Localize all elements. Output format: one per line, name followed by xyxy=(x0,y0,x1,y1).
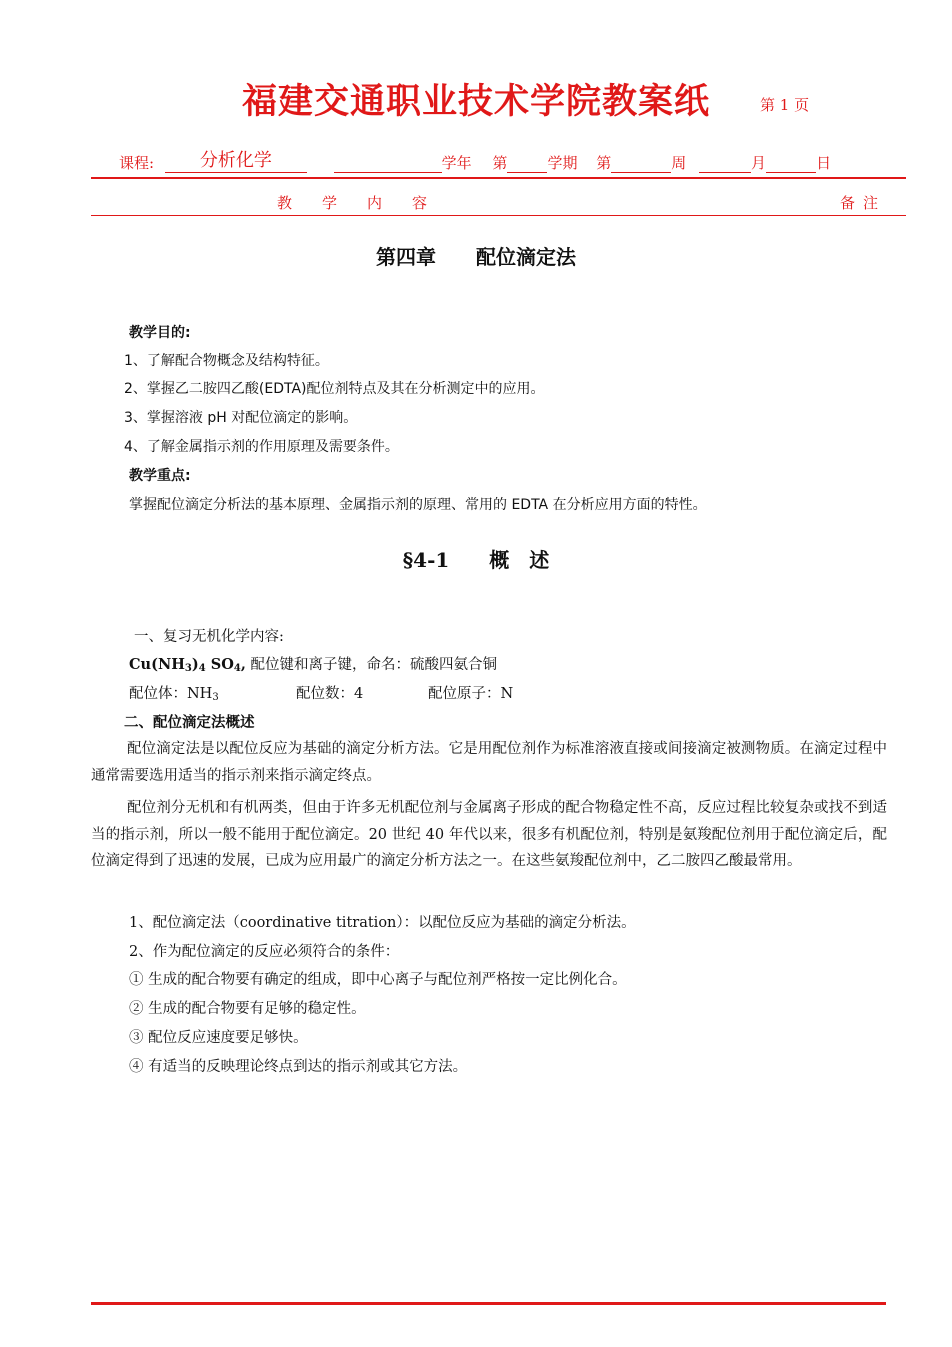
condition-item: ③ 配位反应速度要足够快。 xyxy=(129,1030,308,1046)
formula-subscript: 3 xyxy=(184,663,192,674)
formula-part: Cu(NH xyxy=(129,656,185,673)
chapter-title: 第四章 配位滴定法 xyxy=(376,245,576,269)
formula-description: 配位键和离子键，命名：硫酸四氨合铜 xyxy=(250,657,498,673)
overview-heading: 二、配位滴定法概述 xyxy=(124,715,255,731)
content-column-header: 教 学 内 容 xyxy=(277,194,428,212)
formula-subscript: 4 xyxy=(198,663,206,674)
ligand-label: 配位体：NH xyxy=(129,686,213,702)
day-field xyxy=(766,154,816,173)
condition-item: ② 生成的配合物要有足够的稳定性。 xyxy=(129,1001,366,1017)
page-header xyxy=(0,74,952,124)
formula-part: ) xyxy=(191,656,199,673)
term-prefix: 第 xyxy=(492,154,508,172)
course-field xyxy=(165,146,307,173)
term-label: 学期 xyxy=(547,154,578,172)
ligand-subscript: 3 xyxy=(212,692,219,703)
page-number: 第 1 页 xyxy=(760,96,810,114)
overview-paragraph-2: 配位剂分无机和有机两类，但由于许多无机配位剂与金属离子形成的配合物稳定性不高，反应过程比较复杂或找不到适当的指示剂，所以一般不能用于配位滴定。20 世纪 40 年代以来，很多有机配位剂，特别是氨羧配位剂用于配位滴定后，配位滴定得到了迅速的发展，已成为应用最广的滴定分析方法之一。在这些氨羧配位剂中，乙二胺四乙酸最常用。 xyxy=(91,800,887,869)
objective-item: 2、掌握乙二胺四乙酸(EDTA)配位剂特点及其在分析测定中的应用。 xyxy=(124,381,545,397)
condition-item: ① 生成的配合物要有确定的组成，即中心离子与配位剂严格按一定比例化合。 xyxy=(129,972,627,988)
week-field xyxy=(611,154,671,173)
definition-line: 1、配位滴定法（coordinative titration）：以配位反应为基础的滴定分析法。 xyxy=(129,915,636,931)
week-label: 周 xyxy=(671,154,687,172)
course-label: 课程: xyxy=(119,154,155,172)
formula-subscript: 4 xyxy=(233,663,241,674)
formula-part: SO xyxy=(205,656,234,673)
formula-part: , xyxy=(240,656,246,673)
day-label: 日 xyxy=(816,154,832,172)
document-title: 福建交通职业技术学院教案纸 xyxy=(241,81,710,122)
header-divider xyxy=(91,177,906,179)
objective-item: 4、了解金属指示剂的作用原理及需要条件。 xyxy=(124,439,399,455)
overview-paragraph-1: 配位滴定法是以配位反应为基础的滴定分析方法。它是用配位剂作为标准溶液直接或间接滴定被测物质。在滴定过程中通常需要选用适当的指示剂来指示滴定终点。 xyxy=(91,741,887,784)
column-header-divider xyxy=(91,215,906,216)
key-points-heading: 教学重点: xyxy=(129,468,191,484)
year-field xyxy=(334,154,442,173)
ligand-info xyxy=(129,682,219,703)
course-info-row xyxy=(119,146,831,173)
objective-item: 1、了解配合物概念及结构特征。 xyxy=(124,353,329,369)
conditions-heading: 2、作为配位滴定的反应必须符合的条件： xyxy=(129,944,400,960)
review-heading: 一、复习无机化学内容: xyxy=(134,629,284,645)
complex-formula-line xyxy=(129,653,497,674)
objectives-heading: 教学目的: xyxy=(129,325,191,341)
month-label: 月 xyxy=(751,154,767,172)
coordinating-atom: 配位原子：N xyxy=(428,686,514,702)
coordination-number: 配位数：4 xyxy=(296,686,364,702)
objective-item: 3、掌握溶液 pH 对配位滴定的影响。 xyxy=(124,410,358,426)
section-title: §4-1 概 述 xyxy=(402,548,550,572)
week-prefix: 第 xyxy=(596,154,612,172)
course-value: 分析化学 xyxy=(199,150,272,171)
key-points-text: 掌握配位滴定分析法的基本原理、金属指示剂的原理、常用的 EDTA 在分析应用方面的特性。 xyxy=(129,497,707,513)
term-field xyxy=(507,154,547,173)
month-field xyxy=(699,154,751,173)
notes-column-header: 备注 xyxy=(840,194,887,212)
year-label: 学年 xyxy=(441,154,472,172)
condition-item: ④ 有适当的反映理论终点到达的指示剂或其它方法。 xyxy=(129,1059,468,1075)
footer-divider xyxy=(91,1302,886,1305)
